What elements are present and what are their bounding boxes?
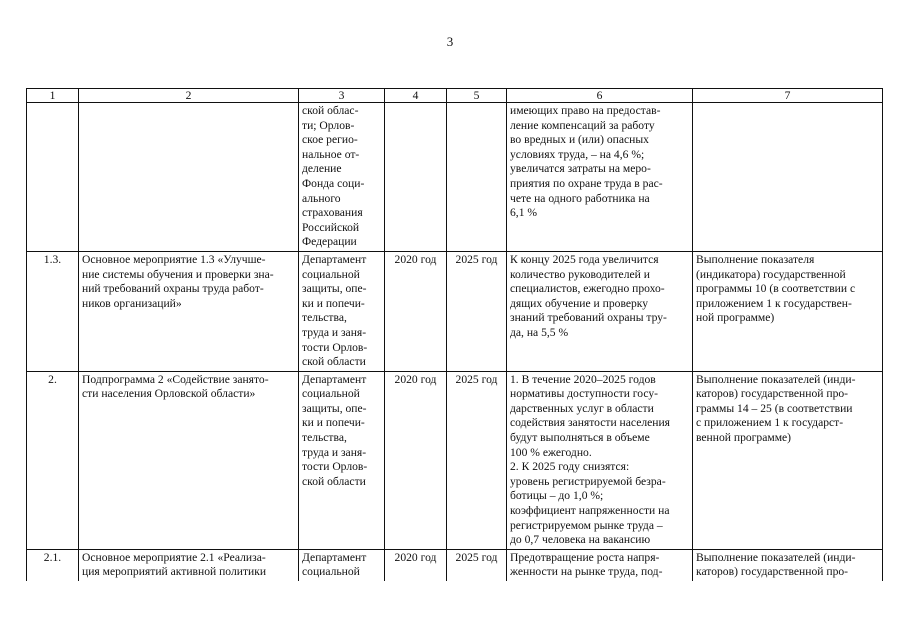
text-line: (индикатора) государственной [696,267,846,281]
text-line: ция мероприятий активной политики [82,565,267,579]
text-line: Департамент [302,372,367,386]
cell-expected-result [507,103,693,252]
text-line: защиты, опе- [302,401,367,415]
text-line: регистрируемом рынке труда – [510,518,663,532]
text-line: Подпрограмма 2 «Содействие занято- [82,372,269,386]
text-line: количество руководителей и [510,267,650,281]
text-line: ников организаций» [82,296,182,310]
page-number: 3 [446,34,454,49]
text-line: уровень регистрируемой безра- [510,474,666,488]
text-line: да, на 5,5 % [510,325,569,339]
text-line: труда и заня- [302,325,367,339]
header-col-2: 2 [79,89,299,103]
cell-number: 1.3. [27,251,79,371]
text-line: содействия занятости населения [510,416,671,430]
text-line: социальной [302,267,360,281]
cell-executor [299,251,385,371]
text-line: Основное мероприятие 1.3 «Улучше- [82,252,266,266]
text-line: Предотвращение роста напря- [510,550,660,564]
text-line: женности на рынке труда, под- [510,565,663,579]
text-line: ки и попечи- [302,416,365,430]
table-row [27,549,883,581]
text-line: К концу 2025 года увеличится [510,252,659,266]
text-line: Выполнение показателя [696,252,815,266]
text-line: коэффициент напряженности на [510,504,670,518]
cell-start-year: 2020 год [385,549,447,581]
cell-measure-name [79,371,299,549]
text-line: приятия по охране труда в рас- [510,176,663,190]
header-col-4: 4 [385,89,447,103]
text-line: ки и попечи- [302,296,365,310]
table-header-row [27,89,883,103]
text-line: программы 10 (в соответствии с [696,282,856,296]
text-line: специалистов, ежегодно прохо- [510,282,665,296]
text-line: Выполнение показателей (инди- [696,372,856,386]
cell-start-year: 2020 год [385,371,447,549]
text-line: Департамент [302,550,367,564]
cell-expected-result [507,371,693,549]
header-col-5: 5 [447,89,507,103]
cell-measure-name [79,549,299,581]
table-row [27,371,883,549]
cell-executor [299,371,385,549]
text-line: Федерации [302,235,357,249]
text-line: каторов) государственной про- [696,565,849,579]
text-line: 100 % ежегодно. [510,445,592,459]
text-line: условиях труда, – на 4,6 %; [510,147,645,161]
text-line: знаний требований охраны тру- [510,311,667,325]
text-line: Департамент [302,252,367,266]
cell-start-year [385,103,447,252]
table-row [27,103,883,252]
text-line: приложением 1 к государствен- [696,296,852,310]
text-line: ское регио- [302,133,358,147]
text-line: социальной [302,387,360,401]
cell-measure-name [79,251,299,371]
text-line: Выполнение показателей (инди- [696,550,856,564]
text-line: ской области [302,355,366,369]
text-line: ление компенсаций за работу [510,118,655,132]
text-line: тости Орлов- [302,460,368,474]
cell-expected-result [507,549,693,581]
cell-number: 2.1. [27,549,79,581]
text-line: защиты, опе- [302,282,367,296]
cell-measure-name [79,103,299,252]
text-line: Основное мероприятие 2.1 «Реализа- [82,550,266,564]
text-line: страхования [302,206,363,220]
text-line: деление [302,162,342,176]
text-line: во вредных и (или) опасных [510,133,649,147]
text-line: нормативы доступности госу- [510,387,659,401]
text-line: имеющих право на предостав- [510,104,661,117]
cell-indicator-link [693,103,883,252]
text-line: ской облас- [302,104,359,117]
cell-end-year: 2025 год [447,371,507,549]
measures-table [26,88,883,581]
text-line: ние системы обучения и проверки зна- [82,267,274,281]
header-col-1: 1 [27,89,79,103]
text-line: тельства, [302,431,347,445]
table-row [27,251,883,371]
cell-indicator-link [693,371,883,549]
text-line: сти населения Орловской области» [82,387,256,401]
cell-end-year: 2025 год [447,549,507,581]
text-line: граммы 14 – 25 (в соответствии [696,401,853,415]
text-line: ботицы – до 1,0 %; [510,489,604,503]
text-line: 6,1 % [510,206,538,220]
text-line: 2. К 2025 году снизятся: [510,460,630,474]
text-line: будут выполняться в объеме [510,431,650,445]
text-line: каторов) государственной про- [696,387,849,401]
header-col-3: 3 [299,89,385,103]
text-line: Российской [302,220,360,234]
cell-start-year: 2020 год [385,251,447,371]
text-line: ской области [302,474,366,488]
cell-number: 2. [27,371,79,549]
text-line: тельства, [302,311,347,325]
header-col-7: 7 [693,89,883,103]
text-line: тости Орлов- [302,340,368,354]
text-line: Фонда соци- [302,176,365,190]
text-line: увеличатся затраты на меро- [510,162,651,176]
text-line: нальное от- [302,147,360,161]
text-line: с приложением 1 к государст- [696,416,844,430]
text-line: социальной [302,565,360,579]
cell-indicator-link [693,251,883,371]
cell-indicator-link [693,549,883,581]
text-line: ти; Орлов- [302,118,355,132]
text-line: ний требований охраны труда работ- [82,282,264,296]
cell-expected-result [507,251,693,371]
cell-executor [299,103,385,252]
cell-executor [299,549,385,581]
header-col-6: 6 [507,89,693,103]
text-line: дящих обучение и проверку [510,296,649,310]
text-line: дарственных услуг в области [510,401,654,415]
text-line: до 0,7 человека на вакансию [510,533,651,547]
cell-end-year [447,103,507,252]
cell-number [27,103,79,252]
text-line: труда и заня- [302,445,367,459]
text-line: ального [302,191,341,205]
text-line: ной программе) [696,311,775,325]
text-line: 1. В течение 2020–2025 годов [510,372,656,386]
cell-end-year: 2025 год [447,251,507,371]
text-line: венной программе) [696,431,792,445]
text-line: чете на одного работника на [510,191,650,205]
